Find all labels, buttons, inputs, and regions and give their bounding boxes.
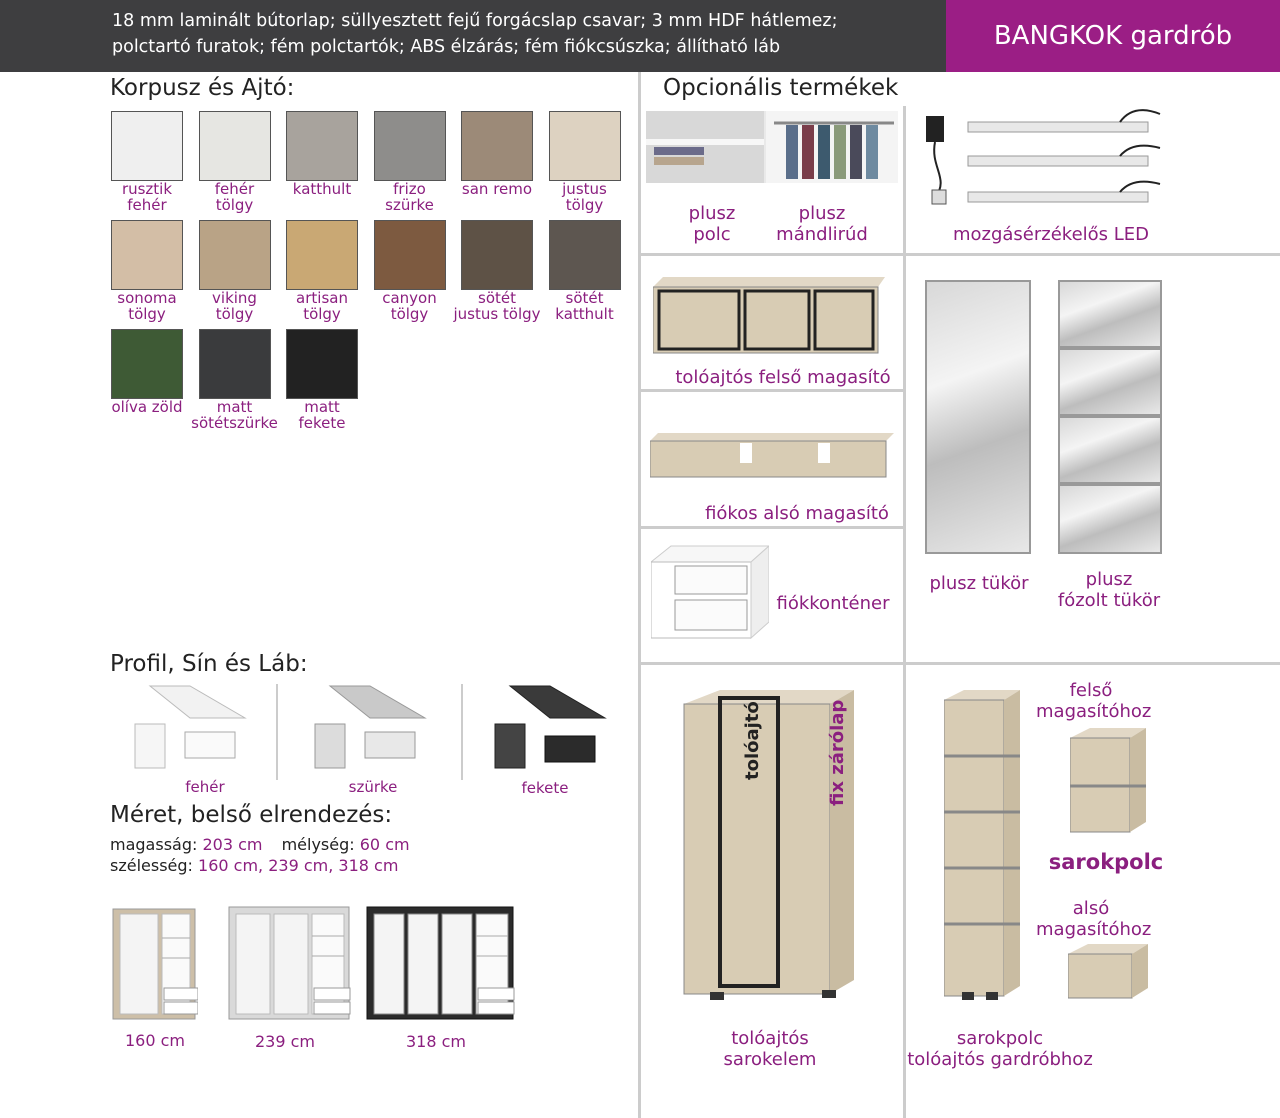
profil-divider-2 bbox=[461, 684, 463, 780]
fix-zarolap-rotated-label: fix zárólap bbox=[827, 699, 848, 806]
divider-h-4 bbox=[640, 662, 1280, 665]
swatch-label-line1: justus bbox=[562, 180, 607, 198]
profil-black-image bbox=[490, 684, 610, 774]
fozolt-tukor-image bbox=[1058, 280, 1162, 554]
sarokpolc-line2: tolóajtós gardróbhoz bbox=[907, 1049, 1093, 1070]
swatch-label-line2: katthult bbox=[555, 305, 614, 323]
swatch-color-box bbox=[286, 329, 358, 399]
swatch-item bbox=[365, 111, 455, 213]
size-160-label: 160 cm bbox=[124, 1031, 185, 1050]
swatch-item bbox=[277, 329, 367, 431]
felso-magasitohoz-line2: magasítóhoz bbox=[1036, 701, 1152, 722]
swatch-label-line1: viking bbox=[212, 289, 257, 307]
also-magasitohoz-line1: alsó bbox=[1072, 898, 1110, 919]
swatch-item bbox=[452, 111, 542, 197]
swatch-label bbox=[277, 181, 367, 197]
swatch-item bbox=[102, 220, 192, 322]
wardrobe-318-image bbox=[366, 906, 516, 1022]
swatch-label-line2: sötétszürke bbox=[191, 414, 278, 432]
swatch-label bbox=[540, 181, 630, 213]
swatch-label-line1: katthult bbox=[292, 180, 352, 198]
depth-value: 60 cm bbox=[359, 835, 410, 854]
swatch-color-box bbox=[111, 329, 183, 399]
felso-magasitohoz-label bbox=[1036, 680, 1152, 722]
product-title: BANGKOK gardrób bbox=[946, 0, 1280, 72]
swatch-label bbox=[452, 181, 542, 197]
fozolt-tukor-panel-3 bbox=[1058, 416, 1162, 484]
swatch-item bbox=[540, 111, 630, 213]
swatch-label-line1: san remo bbox=[461, 180, 533, 198]
swatch-label bbox=[190, 290, 280, 322]
dimension-height-depth bbox=[110, 834, 410, 855]
swatch-item bbox=[190, 220, 280, 322]
divider-vertical-top bbox=[903, 106, 906, 256]
sarokelem-label bbox=[700, 1028, 840, 1070]
felso-magasito-label: tolóajtós felső magasító bbox=[675, 367, 891, 388]
swatch-label-line1: artisan bbox=[296, 289, 348, 307]
wardrobe-239-image bbox=[228, 906, 352, 1022]
swatch-label-line2: tölgy bbox=[215, 305, 254, 323]
divider-vertical-mid bbox=[903, 256, 906, 664]
fiokkontener-image bbox=[651, 544, 769, 640]
swatch-label-line1: canyon bbox=[382, 289, 437, 307]
swatch-label-line1: sötét bbox=[565, 289, 604, 307]
also-magasitohoz-line2: magasítóhoz bbox=[1036, 919, 1152, 940]
swatch-label-line1: frizo bbox=[393, 180, 426, 198]
swatch-item bbox=[102, 111, 192, 213]
sarokpolc-line1: sarokpolc bbox=[956, 1028, 1044, 1049]
profil-heading: Profil, Sín és Láb: bbox=[110, 651, 308, 677]
swatch-label-line2: tölgy bbox=[565, 196, 604, 214]
swatch-item bbox=[102, 329, 192, 415]
depth-label: mélység: bbox=[281, 835, 355, 854]
size-318-label: 318 cm bbox=[405, 1032, 466, 1051]
korpusz-heading: Korpusz és Ajtó: bbox=[110, 75, 295, 101]
swatch-label-line1: matt bbox=[216, 398, 253, 416]
swatch-label-line2: tölgy bbox=[390, 305, 429, 323]
swatch-color-box bbox=[286, 220, 358, 290]
width-value: 160 cm, 239 cm, 318 cm bbox=[198, 856, 399, 875]
swatch-color-box bbox=[111, 111, 183, 181]
swatch-label-line2: fehér bbox=[127, 196, 167, 214]
swatch-label-line2: fekete bbox=[298, 414, 346, 432]
fozolt-tukor-line1: plusz bbox=[1085, 569, 1133, 590]
header-specs-line2: polctartó furatok; fém polctartók; ABS élzárás; fém fiókcsúszka; állítható láb bbox=[112, 37, 781, 57]
also-sarokpolc-image bbox=[1068, 944, 1148, 1000]
swatch-label-line1: rusztik bbox=[121, 180, 173, 198]
swatch-label-line1: olíva zöld bbox=[111, 398, 183, 416]
plusz-tukor-label: plusz tükör bbox=[929, 573, 1029, 594]
profil-black-label: fekete bbox=[521, 779, 569, 797]
swatch-label-line2: tölgy bbox=[303, 305, 341, 323]
swatch-label bbox=[540, 290, 630, 322]
divider-h-1 bbox=[640, 253, 1280, 256]
swatch-label bbox=[365, 181, 455, 213]
also-magasito-image bbox=[650, 433, 894, 479]
swatch-label bbox=[190, 399, 280, 431]
dimension-width bbox=[110, 855, 398, 876]
swatch-label bbox=[452, 290, 542, 322]
felso-magasitohoz-line1: felső bbox=[1069, 680, 1113, 701]
swatch-item bbox=[365, 220, 455, 322]
swatch-label-line1: sötét bbox=[478, 289, 516, 307]
swatch-label-line2: justus tölgy bbox=[453, 305, 541, 323]
swatch-color-box bbox=[111, 220, 183, 290]
fozolt-tukor-label bbox=[1046, 569, 1172, 611]
profil-white-image bbox=[130, 684, 250, 774]
plusz-polc-line2: polc bbox=[693, 224, 731, 245]
sarokelem-line2: sarokelem bbox=[723, 1049, 817, 1070]
profil-white-label: fehér bbox=[185, 778, 225, 796]
swatch-color-box bbox=[286, 111, 358, 181]
swatch-color-box bbox=[374, 111, 446, 181]
wardrobe-160-image bbox=[112, 908, 198, 1022]
swatch-item bbox=[190, 329, 280, 431]
swatch-color-box bbox=[199, 111, 271, 181]
plusz-mandlirud-line2: mándlirúd bbox=[776, 224, 868, 245]
swatch-label-line2: tölgy bbox=[128, 305, 166, 323]
swatch-label bbox=[365, 290, 455, 322]
header-specs bbox=[112, 8, 838, 60]
profil-grey-image bbox=[310, 684, 430, 774]
swatch-label bbox=[102, 181, 192, 213]
plusz-polc-line1: plusz bbox=[688, 203, 736, 224]
swatch-label bbox=[277, 290, 367, 322]
fozolt-tukor-panel-2 bbox=[1058, 348, 1162, 416]
toloajto-rotated-label: tolóajtó bbox=[742, 701, 763, 780]
swatch-item bbox=[190, 111, 280, 213]
meret-heading: Méret, belső elrendezés: bbox=[110, 802, 393, 828]
swatch-item bbox=[452, 220, 542, 322]
swatch-label bbox=[277, 399, 367, 431]
fozolt-tukor-line2: fózolt tükör bbox=[1057, 590, 1161, 611]
swatch-label bbox=[190, 181, 280, 213]
width-label: szélesség: bbox=[110, 856, 193, 875]
swatch-item bbox=[277, 220, 367, 322]
swatch-color-box bbox=[199, 329, 271, 399]
swatch-label bbox=[102, 290, 192, 322]
felso-magasito-image bbox=[653, 277, 885, 355]
header-specs-line1: 18 mm laminált bútorlap; süllyesztett fejű forgácslap csavar; 3 mm HDF hátlemez; bbox=[112, 11, 838, 31]
sarokpolc-image bbox=[944, 690, 1020, 1000]
swatch-label bbox=[102, 399, 192, 415]
swatch-item bbox=[540, 220, 630, 322]
felso-sarokpolc-image bbox=[1070, 728, 1146, 834]
led-label: mozgásérzékelős LED bbox=[952, 224, 1150, 245]
swatch-label-line1: fehér bbox=[214, 180, 255, 198]
swatch-color-box bbox=[461, 111, 533, 181]
plusz-tukor-image bbox=[925, 280, 1031, 554]
fiokkontener-label: fiókkonténer bbox=[776, 593, 890, 614]
sarokpolc-label bbox=[900, 1028, 1100, 1070]
profil-grey-label: szürke bbox=[348, 778, 398, 796]
divider-h-2 bbox=[640, 389, 904, 392]
swatch-color-box bbox=[374, 220, 446, 290]
plusz-mandlirud-line1: plusz bbox=[798, 203, 846, 224]
swatch-color-box bbox=[549, 220, 621, 290]
plusz-polc-label bbox=[672, 203, 752, 245]
sarokpolc-bold-label: sarokpolc bbox=[1048, 850, 1164, 874]
swatch-label-line2: szürke bbox=[385, 196, 434, 214]
swatch-item bbox=[277, 111, 367, 197]
swatch-label-line1: matt bbox=[304, 398, 340, 416]
swatch-color-box bbox=[461, 220, 533, 290]
swatch-label-line1: sonoma bbox=[117, 289, 177, 307]
divider-h-3 bbox=[640, 526, 904, 529]
swatch-label-line2: tölgy bbox=[215, 196, 254, 214]
also-magasito-label: fiókos alsó magasító bbox=[705, 503, 889, 524]
polc-mandlirud-image bbox=[646, 111, 898, 183]
swatch-color-box bbox=[199, 220, 271, 290]
also-magasitohoz-label bbox=[1036, 898, 1152, 940]
size-239-label: 239 cm bbox=[254, 1032, 315, 1051]
height-label: magasság: bbox=[110, 835, 198, 854]
led-image bbox=[920, 108, 1170, 213]
color-swatch-grid bbox=[102, 111, 642, 451]
fozolt-tukor-panel-1 bbox=[1058, 280, 1162, 348]
height-value: 203 cm bbox=[202, 835, 263, 854]
swatch-color-box bbox=[549, 111, 621, 181]
opcionalis-heading: Opcionális termékek bbox=[663, 75, 899, 101]
profil-divider-1 bbox=[276, 684, 278, 780]
sarokelem-line1: tolóajtós bbox=[731, 1028, 809, 1049]
fozolt-tukor-panel-4 bbox=[1058, 484, 1162, 554]
plusz-mandlirud-label bbox=[762, 203, 882, 245]
